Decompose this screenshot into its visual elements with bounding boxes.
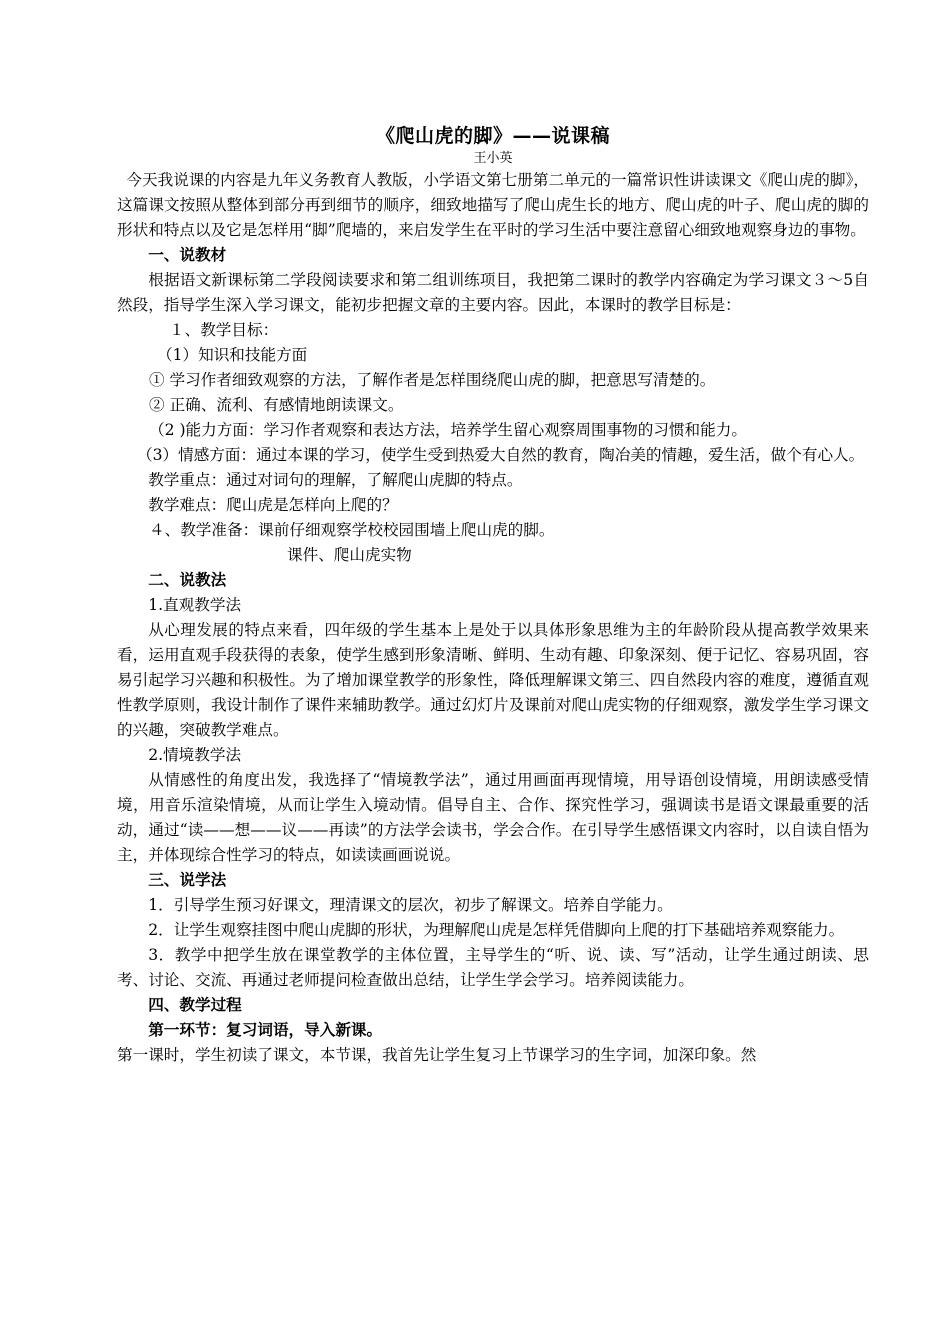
goal-knowledge: （1）知识和技能方面 — [157, 346, 308, 364]
materials-paragraph: 根据语文新课标第二学段阅读要求和第二组训练项目，我把第二课时的教学内容确定为学习课文３～5自然段，指导学生深入学习课文，能初步把握文章的主要内容。因此，本课时的教学目标是： — [117, 271, 869, 314]
goals-title: １、教学目标： — [169, 321, 279, 339]
method-2-title: 2.情境教学法 — [148, 746, 242, 764]
section-heading-materials: 一、说教材 — [148, 246, 227, 264]
method-1-title: 1.直观教学法 — [148, 596, 242, 614]
goal-emotion: （3）情感方面：通过本课的学习，使学生受到热爱大自然的教育，陶冶美的情趣，爱生活，做个有心人。 — [137, 446, 865, 464]
learning-item-3: 3．教学中把学生放在课堂教学的主体位置，主导学生的“听、说、读、写”活动，让学生通过朗读、思考、讨论、交流、再通过老师提问检查做出总结，让学生学会学习。培养阅读能力。 — [117, 946, 869, 989]
section-heading-learning: 三、说学法 — [148, 871, 227, 889]
teaching-difficulty: 教学难点：爬山虎是怎样向上爬的？ — [148, 496, 398, 514]
learning-item-1: 1．引导学生预习好课文，理清课文的层次，初步了解课文。培养自学能力。 — [148, 896, 673, 914]
process-step-1-paragraph: 第一课时，学生初读了课文，本节课，我首先让学生复习上节课学习的生字词，加深印象。然 — [117, 1046, 757, 1064]
learning-item-2: 2．让学生观察挂图中爬山虎脚的形状，为理解爬山虎是怎样凭借脚向上爬的打下基础培养观察能力。 — [148, 921, 845, 939]
goal-knowledge-item-1: ① 学习作者细致观察的方法，了解作者是怎样围绕爬山虎的脚，把意思写清楚的。 — [149, 371, 716, 389]
teaching-preparation: ４、教学准备：课前仔细观察学校校园围墙上爬山虎的脚。 — [149, 521, 555, 539]
teaching-preparation-materials: 课件、爬山虎实物 — [287, 546, 412, 564]
section-heading-methods: 二、说教法 — [148, 571, 227, 589]
goal-ability: （2 )能力方面：学习作者观察和表达方法，培养学生留心观察周围事物的习惯和能力。 — [149, 421, 747, 439]
document-title: 《爬山虎的脚》——说课稿 — [375, 125, 610, 147]
goal-knowledge-item-2: ② 正确、流利、有感情地朗读课文。 — [149, 396, 404, 414]
process-step-1-title: 第一环节：复习词语，导入新课。 — [148, 1021, 383, 1039]
method-2-paragraph: 从情感性的角度出发，我选择了“情境教学法”，通过用画面再现情境，用导语创设情境，用朗读感受情境，用音乐渲染情境，从而让学生入境动情。倡导自主、合作、探究性学习，强调读书是语文课最重要的活动，通过“读——想——议——再读”的方法学会读书，学会合作。在引导学生感悟课文内容时，以自读自悟为主，并体现综合性学习的特点，如读读画画说说。 — [117, 771, 869, 864]
document-page — [117, 122, 869, 1068]
teaching-key-point: 教学重点：通过对词句的理解，了解爬山虎脚的特点。 — [148, 471, 523, 489]
section-heading-process: 四、教学过程 — [148, 996, 242, 1014]
intro-paragraph: 今天我说课的内容是九年义务教育人教版，小学语文第七册第二单元的一篇常识性讲读课文《爬山虎的脚》，这篇课文按照从整体到部分再到细节的顺序，细致地描写了爬山虎生长的地方、爬山虎的叶子、爬山虎的脚的形状和特点以及它是怎样用“脚”爬墙的，来启发学生在平时的学习生活中要注意留心细致地观察身边的事物。 — [117, 171, 869, 239]
author-name: 王小英 — [473, 151, 513, 166]
method-1-paragraph: 从心理发展的特点来看，四年级的学生基本上是处于以具体形象思维为主的年龄阶段从提高教学效果来看，运用直观手段获得的表象，使学生感到形象清晰、鲜明、生动有趣、印象深刻、便于记忆、容易巩固，容易引起学习兴趣和积极性。为了增加课堂教学的形象性，降低理解课文第三、四自然段内容的难度，遵循直观性教学原则，我设计制作了课件来辅助教学。通过幻灯片及课前对爬山虎实物的仔细观察，激发学生学习课文的兴趣，突破教学难点。 — [117, 621, 869, 739]
